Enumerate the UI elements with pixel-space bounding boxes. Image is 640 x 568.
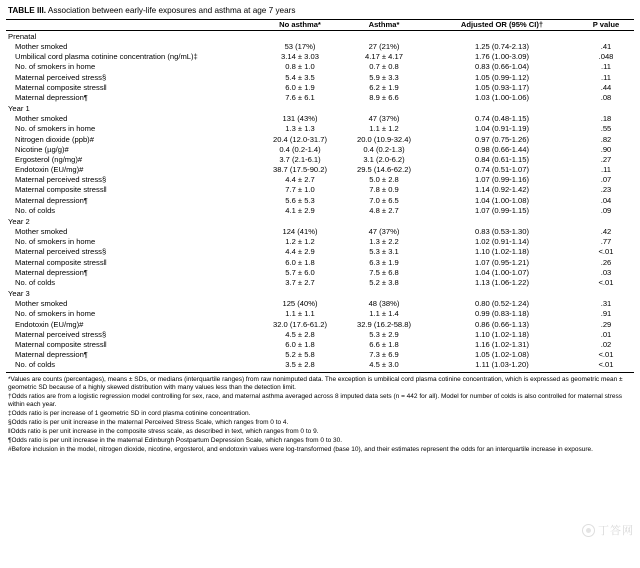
table-footnotes (6, 373, 634, 455)
table-row (6, 247, 634, 257)
cell-asthma: 1.1 ± 1.2 (369, 124, 399, 134)
table-row (6, 185, 634, 195)
column-header-p-value: P value (578, 20, 634, 31)
watermark-logo-icon (582, 524, 595, 537)
row-label: No. of smokers in home (15, 237, 96, 247)
cell-p-value: .42 (600, 227, 612, 237)
row-label: No. of colds (15, 205, 56, 215)
group-empty-cell (426, 30, 578, 41)
cell-no-asthma: 7.7 ± 1.0 (285, 185, 315, 195)
row-label: No. of colds (15, 360, 56, 370)
table-caption-text: Association between early-life exposures and asthma at age 7 years (47, 6, 296, 15)
table-row (6, 360, 634, 372)
table-row (6, 319, 634, 329)
table-group-row (6, 216, 634, 227)
cell-asthma: 5.3 ± 3.1 (369, 247, 399, 257)
row-label: Maternal perceived stress§ (15, 247, 107, 257)
group-label: Year 3 (8, 288, 30, 298)
footnote: §Odds ratio is per unit increase in the maternal Perceived Stress Scale, which ranges from 0 to 4. (8, 419, 289, 427)
cell-adjusted-or: 1.16 (1.02-1.31) (474, 339, 530, 349)
table-row (6, 237, 634, 247)
cell-asthma: 5.3 ± 2.9 (369, 329, 399, 339)
cell-asthma: 32.9 (16.2-58.8) (356, 319, 412, 329)
cell-asthma: 4.8 ± 2.7 (369, 205, 399, 215)
cell-adjusted-or: 0.99 (0.83-1.18) (474, 309, 530, 319)
cell-asthma: 4.17 ± 4.17 (365, 52, 403, 62)
cell-adjusted-or: 1.10 (1.02-1.18) (474, 247, 530, 257)
cell-asthma: 7.5 ± 6.8 (369, 267, 399, 277)
column-header-asthma: Asthma* (342, 20, 426, 31)
table-row (6, 42, 634, 52)
cell-asthma: 20.0 (10.9-32.4) (356, 134, 412, 144)
row-label: Mother smoked (15, 114, 68, 124)
footnote: ‖Odds ratio is per unit increase in the composite stress scale, as described in text, which ranges from 0 to 9. (8, 428, 319, 436)
table-group-row (6, 103, 634, 114)
cell-p-value: <.01 (598, 350, 614, 360)
watermark (582, 522, 634, 538)
row-label: Endotoxin (EU/mg)# (15, 165, 84, 175)
cell-no-asthma: 38.7 (17.5-90.2) (272, 165, 328, 175)
cell-no-asthma: 3.7 ± 2.7 (285, 277, 315, 287)
table-row (6, 267, 634, 277)
table-row (6, 299, 634, 309)
table-row (6, 329, 634, 339)
group-empty-cell (426, 288, 578, 299)
cell-p-value: <.01 (598, 277, 614, 287)
row-label: No. of smokers in home (15, 309, 96, 319)
cell-adjusted-or: 1.03 (1.00-1.06) (474, 93, 530, 102)
cell-no-asthma: 53 (17%) (284, 42, 316, 52)
group-empty-cell (578, 216, 634, 227)
cell-p-value: .07 (600, 175, 612, 185)
cell-asthma: 29.5 (14.6-62.2) (356, 165, 412, 175)
cell-p-value: .27 (600, 154, 612, 164)
row-label: Umbilical cord plasma cotinine concentration (ng/mL)‡ (15, 52, 198, 62)
cell-adjusted-or: 0.83 (0.66-1.04) (474, 62, 530, 72)
table-row (6, 93, 634, 103)
cell-p-value: .82 (600, 134, 612, 144)
cell-adjusted-or: 1.07 (0.99-1.16) (474, 175, 530, 185)
group-label: Prenatal (8, 31, 37, 41)
row-label: No. of smokers in home (15, 124, 96, 134)
row-label: Maternal depression¶ (15, 350, 88, 360)
row-label: Maternal depression¶ (15, 93, 88, 102)
cell-adjusted-or: 1.07 (0.95-1.21) (474, 257, 530, 267)
table-head (6, 20, 634, 31)
cell-no-asthma: 1.2 ± 1.2 (285, 237, 315, 247)
table-caption (6, 5, 634, 20)
cell-asthma: 3.1 (2.0-6.2) (363, 154, 405, 164)
row-label: Maternal perceived stress§ (15, 175, 107, 185)
column-header-no-asthma: No asthma* (258, 20, 342, 31)
table-row (6, 340, 634, 350)
row-label: Maternal composite stress‖ (15, 339, 107, 349)
cell-asthma: 4.5 ± 3.0 (369, 360, 399, 370)
cell-asthma: 5.0 ± 2.8 (369, 175, 399, 185)
cell-adjusted-or: 0.98 (0.66-1.44) (474, 144, 530, 154)
cell-asthma: 1.1 ± 1.4 (369, 309, 399, 319)
table-row (6, 155, 634, 165)
group-empty-cell (578, 103, 634, 114)
row-label: Maternal perceived stress§ (15, 72, 107, 82)
cell-adjusted-or: 1.07 (0.99-1.15) (474, 205, 530, 215)
row-label: Mother smoked (15, 299, 68, 309)
cell-asthma: 7.0 ± 6.5 (369, 195, 399, 205)
footnote: ¶Odds ratio is per unit increase in the maternal Edinburgh Postpartum Depression Scale, which ranges from 0 to 30. (8, 437, 343, 445)
row-label: Maternal composite stress‖ (15, 185, 107, 195)
cell-no-asthma: 32.0 (17.6-61.2) (272, 319, 328, 329)
cell-no-asthma: 4.4 ± 2.7 (285, 175, 315, 185)
group-empty-cell (342, 216, 426, 227)
table-group-row (6, 30, 634, 41)
cell-asthma: 6.3 ± 1.9 (369, 257, 399, 267)
cell-asthma: 47 (37%) (368, 114, 400, 124)
group-empty-cell (258, 216, 342, 227)
group-empty-cell (342, 30, 426, 41)
cell-asthma: 7.8 ± 0.9 (369, 185, 399, 195)
cell-asthma: 27 (21%) (368, 42, 400, 52)
table-row (6, 62, 634, 72)
cell-p-value: .55 (600, 124, 612, 134)
row-label: Maternal depression¶ (15, 195, 88, 205)
cell-no-asthma: 7.6 ± 6.1 (285, 93, 315, 102)
cell-adjusted-or: 1.25 (0.74-2.13) (474, 42, 530, 52)
row-label: Maternal composite stress‖ (15, 82, 107, 92)
cell-asthma: 7.3 ± 6.9 (369, 350, 399, 360)
cell-no-asthma: 5.6 ± 5.3 (285, 195, 315, 205)
cell-adjusted-or: 1.76 (1.00-3.09) (474, 52, 530, 62)
watermark-text: 丁答网 (598, 525, 634, 537)
cell-adjusted-or: 1.05 (0.93-1.17) (474, 82, 530, 92)
cell-asthma: 5.2 ± 3.8 (369, 277, 399, 287)
cell-adjusted-or: 0.80 (0.52-1.24) (474, 299, 530, 309)
cell-p-value: <.01 (598, 360, 614, 370)
cell-p-value: .31 (600, 299, 612, 309)
cell-no-asthma: 1.1 ± 1.1 (285, 309, 315, 319)
cell-p-value: .03 (600, 267, 612, 277)
cell-p-value: .02 (600, 339, 612, 349)
footnote: *Values are counts (percentages), means ± SDs, or medians (interquartile ranges) from raw nonimputed data. The exception is umbilical cord plasma cotinine concentration, which is expressed as geometric mean ± geometric SD because of a highly skewed distribution with many values less than the detection limit. (8, 375, 623, 392)
table-row (6, 205, 634, 215)
cell-p-value: .048 (598, 52, 614, 62)
group-empty-cell (258, 103, 342, 114)
cell-adjusted-or: 1.05 (0.99-1.12) (474, 72, 530, 82)
table-body (6, 30, 634, 371)
cell-adjusted-or: 1.14 (0.92-1.42) (474, 185, 530, 195)
cell-no-asthma: 4.5 ± 2.8 (285, 329, 315, 339)
results-table (6, 20, 634, 372)
table-row (6, 195, 634, 205)
cell-adjusted-or: 1.10 (1.02-1.18) (474, 329, 530, 339)
cell-no-asthma: 0.8 ± 1.0 (285, 62, 315, 72)
cell-p-value: .11 (601, 72, 611, 82)
cell-no-asthma: 1.3 ± 1.3 (285, 124, 315, 134)
table-row (6, 124, 634, 134)
cell-no-asthma: 131 (43%) (282, 114, 318, 124)
cell-asthma: 48 (38%) (368, 299, 400, 309)
table-group-row (6, 288, 634, 299)
table-row (6, 82, 634, 92)
row-label: Maternal composite stress‖ (15, 257, 107, 267)
cell-adjusted-or: 1.05 (1.02-1.08) (474, 350, 530, 360)
footnote: ‡Odds ratio is per increase of 1 geometric SD in cord plasma cotinine concentration. (8, 410, 251, 418)
cell-p-value: .04 (600, 195, 612, 205)
cell-adjusted-or: 0.83 (0.53-1.30) (474, 227, 530, 237)
cell-p-value: .29 (600, 319, 612, 329)
cell-asthma: 0.7 ± 0.8 (369, 62, 399, 72)
cell-no-asthma: 124 (41%) (282, 227, 318, 237)
cell-p-value: .90 (600, 144, 612, 154)
column-header-variable (6, 20, 258, 31)
column-header-adjusted-or: Adjusted OR (95% CI)† (426, 20, 578, 31)
table-row (6, 175, 634, 185)
cell-no-asthma: 5.4 ± 3.5 (285, 72, 315, 82)
table-row (6, 165, 634, 175)
cell-adjusted-or: 1.02 (0.91-1.14) (474, 237, 530, 247)
table-row (6, 257, 634, 267)
group-empty-cell (578, 288, 634, 299)
cell-no-asthma: 6.0 ± 1.8 (285, 257, 315, 267)
group-empty-cell (258, 288, 342, 299)
cell-p-value: .11 (601, 62, 611, 72)
cell-asthma: 5.9 ± 3.3 (369, 72, 399, 82)
cell-adjusted-or: 0.97 (0.75-1.26) (474, 134, 530, 144)
cell-no-asthma: 3.5 ± 2.8 (285, 360, 315, 370)
cell-p-value: .77 (600, 237, 612, 247)
cell-asthma: 6.2 ± 1.9 (369, 82, 399, 92)
cell-no-asthma: 4.1 ± 2.9 (285, 205, 315, 215)
table-header-row (6, 20, 634, 31)
cell-adjusted-or: 0.74 (0.51-1.07) (474, 165, 530, 175)
cell-asthma: 6.6 ± 1.8 (369, 339, 399, 349)
table-row (6, 134, 634, 144)
group-empty-cell (342, 288, 426, 299)
cell-asthma: 0.4 (0.2-1.3) (363, 144, 405, 154)
cell-no-asthma: 4.4 ± 2.9 (285, 247, 315, 257)
cell-adjusted-or: 1.13 (1.06-1.22) (474, 277, 530, 287)
table-row (6, 144, 634, 154)
table-row (6, 350, 634, 360)
cell-p-value: .11 (601, 165, 611, 175)
row-label: No. of colds (15, 277, 56, 287)
table-row (6, 114, 634, 124)
row-label: Endotoxin (EU/mg)# (15, 319, 84, 329)
table-row (6, 309, 634, 319)
row-label: Nicotine (µg/g)# (15, 144, 69, 154)
group-empty-cell (426, 216, 578, 227)
group-label: Year 2 (8, 216, 30, 226)
cell-adjusted-or: 1.04 (1.00-1.07) (474, 267, 530, 277)
cell-no-asthma: 3.14 ± 3.03 (281, 52, 319, 62)
table-row (6, 72, 634, 82)
table-row (6, 227, 634, 237)
cell-adjusted-or: 0.74 (0.48-1.15) (474, 114, 530, 124)
cell-p-value: .91 (600, 309, 612, 319)
footnote: †Odds ratios are from a logistic regression model controlling for sex, race, and maternal asthma averaged across 8 imputed data sets (n = 442 for all). Model for number of colds is also controlled for maternal stress within each year. (8, 392, 622, 409)
table-row (6, 52, 634, 62)
cell-p-value: .01 (600, 329, 612, 339)
cell-adjusted-or: 0.86 (0.66-1.13) (474, 319, 530, 329)
row-label: Maternal depression¶ (15, 267, 88, 277)
cell-adjusted-or: 0.84 (0.61-1.15) (474, 154, 530, 164)
cell-no-asthma: 125 (40%) (282, 299, 318, 309)
cell-p-value: .41 (600, 42, 612, 52)
group-label: Year 1 (8, 103, 30, 113)
row-label: Ergosterol (ng/mg)# (15, 154, 83, 164)
cell-p-value: .09 (600, 205, 612, 215)
cell-no-asthma: 6.0 ± 1.9 (285, 82, 315, 92)
row-label: Maternal perceived stress§ (15, 329, 107, 339)
group-empty-cell (258, 30, 342, 41)
cell-no-asthma: 6.0 ± 1.8 (285, 339, 315, 349)
group-empty-cell (342, 103, 426, 114)
table-label: TABLE III. (8, 6, 47, 15)
cell-asthma: 1.3 ± 2.2 (369, 237, 399, 247)
row-label: Nitrogen dioxide (ppb)# (15, 134, 94, 144)
cell-no-asthma: 3.7 (2.1-6.1) (279, 154, 321, 164)
cell-p-value: .26 (600, 257, 612, 267)
row-label: Mother smoked (15, 227, 68, 237)
cell-p-value: .08 (600, 93, 612, 102)
row-label: Mother smoked (15, 42, 68, 52)
cell-no-asthma: 20.4 (12.0-31.7) (272, 134, 328, 144)
cell-asthma: 47 (37%) (368, 227, 400, 237)
group-empty-cell (426, 103, 578, 114)
group-empty-cell (578, 30, 634, 41)
cell-adjusted-or: 1.04 (0.91-1.19) (474, 124, 530, 134)
cell-adjusted-or: 1.11 (1.03-1.20) (475, 360, 529, 370)
cell-p-value: .18 (600, 114, 612, 124)
cell-no-asthma: 0.4 (0.2-1.4) (279, 144, 321, 154)
cell-p-value: <.01 (598, 247, 614, 257)
cell-no-asthma: 5.7 ± 6.0 (285, 267, 315, 277)
cell-p-value: .23 (600, 185, 612, 195)
cell-adjusted-or: 1.04 (1.00-1.08) (474, 195, 530, 205)
cell-no-asthma: 5.2 ± 5.8 (285, 350, 315, 360)
cell-p-value: .44 (600, 82, 612, 92)
table-row (6, 278, 634, 288)
cell-asthma: 8.9 ± 6.6 (369, 93, 399, 102)
row-label: No. of smokers in home (15, 62, 96, 72)
footnote: #Before inclusion in the model, nitrogen dioxide, nicotine, ergosterol, and endotoxin values were log-transformed (base 10), and their estimates represent the odds for an interquartile increase in exposure. (8, 445, 593, 453)
